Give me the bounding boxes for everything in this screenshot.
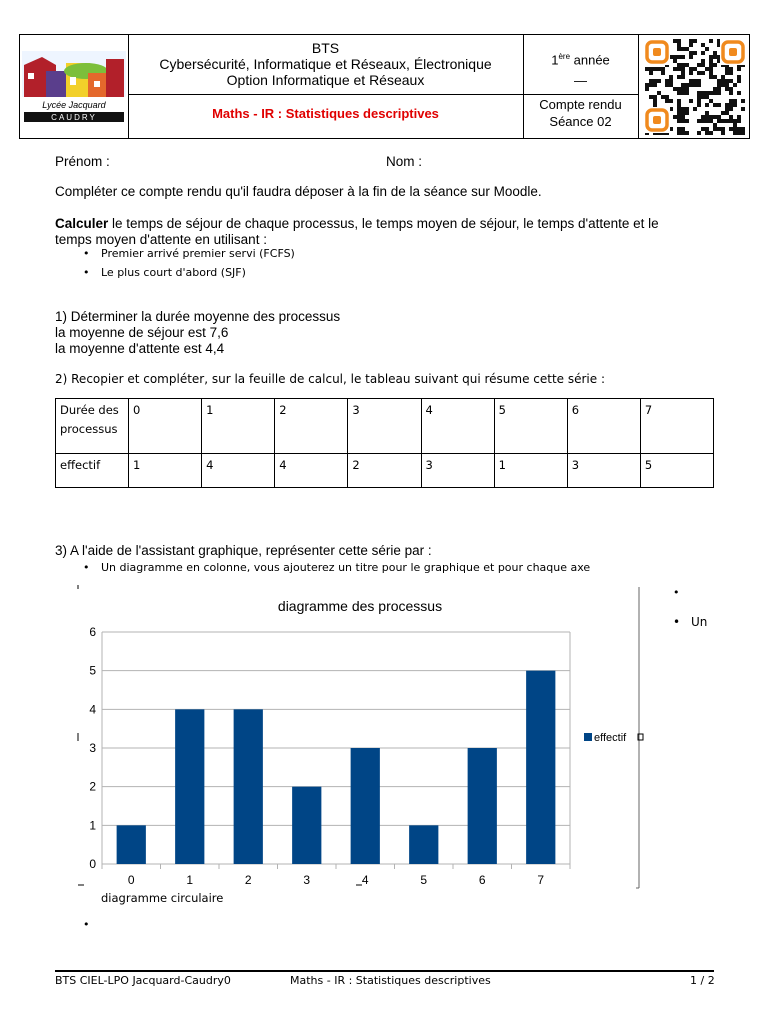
table-row xyxy=(56,454,714,488)
x-tick-label: 6 xyxy=(478,873,486,887)
q1-answer-attente: la moyenne d'attente est 4,4 xyxy=(55,341,225,356)
year-label: 1ère année xyxy=(551,52,610,68)
bar xyxy=(409,825,438,864)
table-cell: 2 xyxy=(348,454,421,488)
table-cell: 0 xyxy=(129,399,202,454)
data-table xyxy=(55,398,714,488)
table-cell: 4 xyxy=(421,399,494,454)
first-name-label: Prénom : xyxy=(55,154,110,169)
last-name-label: Nom : xyxy=(386,154,423,169)
table-cell: 1 xyxy=(129,454,202,488)
y-tick-label: 6 xyxy=(89,625,96,639)
table-cell: 3 xyxy=(348,399,421,454)
divider xyxy=(523,94,638,95)
y-tick-label: 5 xyxy=(89,663,96,678)
bullet-column-chart: • Un diagramme en colonne, vous ajouterez un titre pour le graphique et pour chaque axe xyxy=(101,561,590,574)
calc-instruction: Calculer le temps de séjour de chaque processus, le temps moyen de séjour, le temps d'attente et le xyxy=(55,216,659,231)
table-cell: 4 xyxy=(275,454,348,488)
table-cell: 2 xyxy=(275,399,348,454)
footer-center: Maths - IR : Statistiques descriptives xyxy=(290,974,491,987)
bullet-fcfs: • Premier arrivé premier servi (FCFS) xyxy=(101,247,295,260)
footer-rule xyxy=(55,970,714,972)
qr-code xyxy=(644,39,746,135)
table-cell: 3 xyxy=(421,454,494,488)
table-cell: 5 xyxy=(640,454,713,488)
footer-page: 1 / 2 xyxy=(690,974,715,987)
y-tick-label: 3 xyxy=(89,741,96,755)
pie-chart-label: diagramme circulaire xyxy=(101,891,224,905)
subject-title: Maths - IR : Statistiques descriptives xyxy=(212,106,439,121)
table-cell: 6 xyxy=(567,399,640,454)
bar-chart xyxy=(70,585,660,905)
bar xyxy=(117,825,146,864)
table-cell: 7 xyxy=(640,399,713,454)
table-cell: 1 xyxy=(202,399,275,454)
table-cell: 3 xyxy=(567,454,640,488)
x-tick-label: 7 xyxy=(537,873,545,887)
legend-swatch xyxy=(584,733,592,741)
y-tick-label: 2 xyxy=(89,779,96,794)
programme-line-2: Option Informatique et Réseaux xyxy=(226,72,425,88)
x-tick-label: 5 xyxy=(420,873,428,887)
x-tick-label: 2 xyxy=(244,873,252,887)
programme-line-1: Cybersécurité, Informatique et Réseaux, Électronique xyxy=(159,56,492,72)
logo-text: Lycée Jacquard xyxy=(42,100,106,110)
bar xyxy=(351,748,380,864)
chart-title: diagramme des processus xyxy=(277,598,443,614)
report-line-2: Séance 02 xyxy=(549,114,612,129)
calc-instruction-line2: temps moyen d'attente en utilisant : xyxy=(55,232,267,247)
q3-title: 3) A l'aide de l'assistant graphique, représenter cette série par : xyxy=(55,543,432,558)
y-tick-label: 4 xyxy=(89,702,96,717)
table-cell: 4 xyxy=(202,454,275,488)
header-table xyxy=(19,34,750,139)
bts-label: BTS xyxy=(311,40,340,56)
row-header-duration: Durée des processus xyxy=(56,399,129,454)
logo-text: CAUDRY xyxy=(51,113,97,122)
legend-label: effectif xyxy=(594,732,627,744)
bar xyxy=(234,709,263,864)
y-tick-label: 1 xyxy=(89,818,96,833)
y-tick-label: 0 xyxy=(89,857,96,871)
divider xyxy=(638,35,639,138)
x-tick-label: 0 xyxy=(127,873,135,887)
side-bullet-text: • Un xyxy=(691,615,707,629)
q1-title: 1) Déterminer la durée moyenne des processus xyxy=(55,309,341,324)
intro-text: Compléter ce compte rendu qu'il faudra déposer à la fin de la séance sur Moodle. xyxy=(55,184,542,199)
table-row xyxy=(56,399,714,454)
row-header-count: effectif xyxy=(56,454,129,488)
divider xyxy=(128,94,523,95)
table-cell: 1 xyxy=(494,454,567,488)
q1-answer-sejour: la moyenne de séjour est 7,6 xyxy=(55,325,229,340)
bar xyxy=(526,671,555,864)
year-dash: — xyxy=(574,73,587,88)
bar xyxy=(175,709,204,864)
q2-title: 2) Recopier et compléter, sur la feuille de calcul, le tableau suivant qui résume cette série : xyxy=(55,372,606,386)
school-logo xyxy=(22,51,126,123)
table-cell: 5 xyxy=(494,399,567,454)
x-tick-label: 1 xyxy=(186,873,194,887)
bar xyxy=(292,787,321,864)
bar xyxy=(468,748,497,864)
x-tick-label: 4 xyxy=(361,873,369,887)
report-line-1: Compte rendu xyxy=(539,97,622,112)
bullet-sjf: • Le plus court d'abord (SJF) xyxy=(101,266,246,279)
footer-left: BTS CIEL-LPO Jacquard-Caudry0 xyxy=(55,974,231,987)
x-tick-label: 3 xyxy=(303,873,311,887)
